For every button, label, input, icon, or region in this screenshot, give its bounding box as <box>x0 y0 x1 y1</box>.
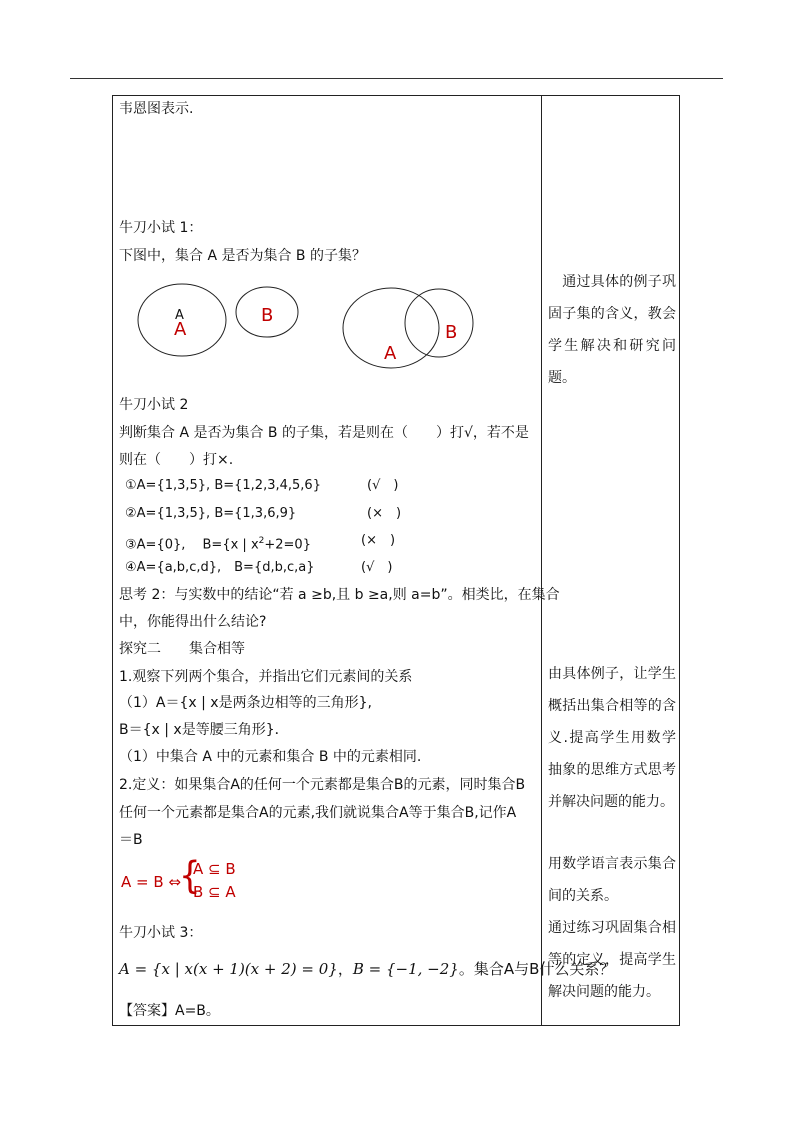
observe-set-b: B＝{x | x是等腰三角形}． <box>119 722 289 738</box>
venn-label-a-small: A <box>175 308 184 323</box>
note-set-equality: 由具体例子，让学生概括出集合相等的含义.提高学生用数学抽象的思维方式思考并解决问题的能力。 <box>548 666 676 810</box>
definition-line1: 2.定义：如果集合A的任何一个元素都是集合B的元素，同时集合B <box>119 777 526 793</box>
think2-line2: 中，你能得出什么结论? <box>119 614 267 630</box>
venn-label-b: B <box>261 305 274 326</box>
try3-formula-a: A = {x | x(x + 1)(x + 2) = 0} <box>119 960 338 978</box>
item-2: ②A={1,3,5}, B={1,3,6,9} <box>125 506 297 521</box>
item-1: ①A={1,3,5}, B={1,2,3,4,5,6} <box>125 478 321 493</box>
answer: 【答案】A=B。 <box>119 1003 220 1019</box>
formula-bottom: B ⊆ A <box>193 883 236 901</box>
definition-line2: 任何一个元素都是集合A的元素,我们就说集合A等于集合B,记作A <box>119 805 517 821</box>
header-rule <box>70 78 723 79</box>
item-1-mark: (√ ) <box>367 478 399 493</box>
explore2-heading: 探究二 集合相等 <box>119 641 245 657</box>
item-3-post: +2=0} <box>264 537 311 553</box>
note-math-language: 用数学语言表示集合间的关系。 <box>548 856 676 904</box>
column-divider <box>541 96 542 1025</box>
item-3 <box>125 532 311 554</box>
try3-tail: 。集合A与B什么关系？ <box>458 960 615 978</box>
try3-question: A = {x | x(x + 1)(x + 2) = 0}，B = {−1, −2}。集合A与B什么关系？ <box>119 960 615 978</box>
note-practice: 通过练习巩固集合相等的定义，提高学生解决问题的能力。 <box>548 920 676 1000</box>
observe-prompt: 1.观察下列两个集合，并指出它们元素间的关系 <box>119 669 413 685</box>
item-3-sup: 2 <box>258 536 265 546</box>
think2-line1: 思考 2：与实数中的结论“若 a ≥b,且 b ≥a,则 a=b”。相类比，在集合 <box>119 587 560 603</box>
try1-title: 牛刀小试 1： <box>119 220 203 236</box>
try1-question: 下图中，集合 A 是否为集合 B 的子集？ <box>119 248 366 264</box>
venn-label-a: A <box>174 319 187 340</box>
try3-formula-b: B = {−1, −2} <box>352 960 459 978</box>
item-3-mark: (× ) <box>361 533 396 548</box>
item-3-pre: ③A={0}, B={x | x <box>125 537 259 553</box>
note-subset-examples: 通过具体的例子巩固子集的含义，教会学生解决和研究问题。 <box>548 274 676 386</box>
definition-line3: ＝B <box>119 832 143 848</box>
try2-title: 牛刀小试 2 <box>119 397 189 413</box>
venn-label-b2: B <box>445 322 458 343</box>
formula-brace: { <box>179 854 201 898</box>
lesson-table <box>112 95 680 1026</box>
observe-answer: （1）中集合 A 中的元素和集合 B 中的元素相同. <box>119 749 422 765</box>
item-2-mark: (× ) <box>367 506 402 521</box>
venn-intro: 韦恩图表示. <box>119 101 194 117</box>
try2-question-line2: 则在（ ）打×. <box>119 452 234 468</box>
formula-equivalence: A = B ⇔ <box>121 873 181 891</box>
venn-label-a2: A <box>384 343 397 364</box>
try2-question-line1: 判断集合 A 是否为集合 B 的子集，若是则在（ ）打√，若不是 <box>119 425 529 441</box>
observe-set-a: （1）A＝{x | x是两条边相等的三角形}, <box>119 695 372 711</box>
try3-title: 牛刀小试 3： <box>119 925 203 941</box>
item-4: ④A={a,b,c,d}, B={d,b,c,a} <box>125 560 315 575</box>
item-4-mark: (√ ) <box>361 560 393 575</box>
formula-top: A ⊆ B <box>193 860 236 878</box>
